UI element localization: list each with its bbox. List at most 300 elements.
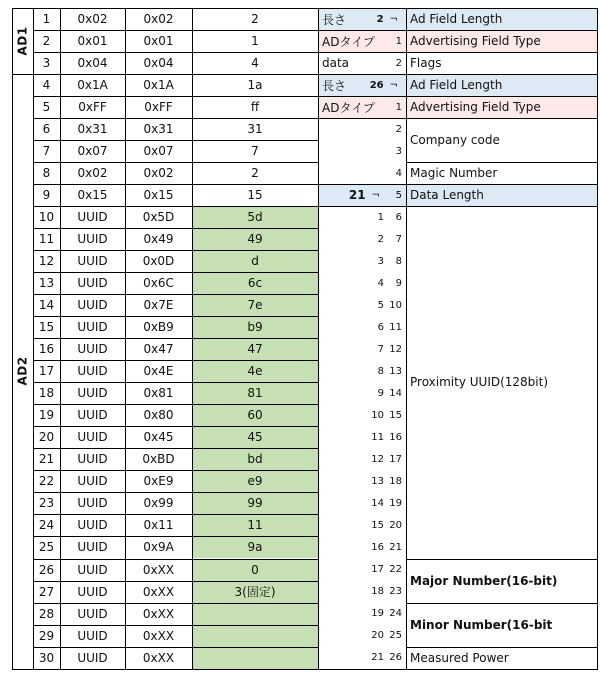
note-cell: [318, 426, 406, 448]
decoded-value-cell: 3(固定): [192, 581, 318, 603]
raw-value-cell: UUID: [77, 254, 108, 269]
note-cell: [318, 118, 406, 140]
hex-value-cell: 0x31: [143, 122, 174, 137]
row-number: 16: [38, 342, 55, 357]
raw-value-cell: UUID: [77, 474, 108, 489]
grid-hline: [33, 228, 318, 229]
note-counters: [332, 476, 402, 487]
grid-hline: [406, 603, 598, 604]
row-number: 3: [42, 56, 51, 71]
grid-hline: [33, 206, 318, 207]
byte-offset: 1: [395, 35, 402, 47]
note-counters: [332, 432, 402, 443]
byte-offset: 6: [395, 211, 402, 223]
decoded-value-cell: ff: [250, 100, 260, 115]
field-description: Advertising Field Type: [406, 96, 597, 118]
hex-value-cell: 0xBD: [142, 452, 175, 467]
byte-offset: 17: [389, 453, 402, 465]
raw-value-cell: 0x1A: [77, 78, 108, 93]
byte-offset: 10: [389, 299, 402, 311]
byte-offset: 2: [395, 123, 402, 135]
corner-mark-icon: ¬: [371, 189, 380, 201]
grid-hline: [33, 581, 318, 582]
uuid-byte-index: 21: [371, 652, 384, 664]
hex-value-cell: 0x6C: [143, 276, 174, 291]
note-counters: [332, 344, 402, 355]
group-label-cell: [12, 74, 33, 669]
grid-hline: [12, 74, 34, 75]
note-counters: [377, 14, 402, 25]
byte-offset: 15: [389, 409, 402, 421]
decoded-value-cell: b9: [192, 316, 318, 338]
grid-hline: [33, 625, 318, 626]
hex-value-cell: 0x7E: [143, 298, 174, 313]
row-number: 17: [38, 364, 55, 379]
grid-hline: [318, 30, 406, 31]
note-cell: [318, 338, 406, 360]
grid-hline: [33, 559, 318, 560]
note-counters: [384, 168, 402, 179]
grid-hline: [318, 8, 406, 9]
byte-offset: 22: [389, 564, 402, 575]
hex-value-cell: 0x9A: [143, 540, 174, 555]
decoded-value-cell: 4e: [192, 360, 318, 382]
field-description: Measured Power: [410, 650, 509, 665]
byte-offset: 18: [389, 475, 402, 487]
hex-value-cell: 0xXX: [142, 650, 175, 665]
note-cell: [318, 404, 406, 426]
group-label-cell: [12, 8, 33, 74]
note-cell: [318, 492, 406, 514]
group-label: AD2: [15, 356, 30, 386]
grid-hline: [33, 316, 318, 317]
raw-value-cell: UUID: [77, 628, 108, 643]
row-number: 29: [38, 628, 55, 643]
row-number: 1: [42, 12, 51, 26]
note-counters: [332, 542, 402, 553]
grid-hline: [33, 647, 318, 648]
note-cell: [318, 8, 406, 30]
corner-mark-icon: ¬: [389, 79, 398, 91]
grid-hline: [406, 118, 598, 119]
grid-vline: [597, 8, 598, 670]
raw-value-cell: UUID: [77, 342, 108, 357]
hex-value-cell: 0x47: [143, 342, 174, 357]
note-cell: [318, 536, 406, 558]
decoded-value-cell: 2: [251, 166, 259, 181]
decoded-value-cell: 9a: [192, 536, 318, 558]
uuid-byte-index: 9: [377, 387, 384, 399]
note-counters: [332, 410, 402, 421]
byte-offset: 16: [389, 431, 402, 443]
grid-hline: [406, 30, 598, 31]
field-description: Ad Field Length: [406, 74, 597, 96]
decoded-value-cell: 49: [192, 228, 318, 250]
note-label: ADタイプ: [322, 34, 375, 49]
note-counters: [332, 520, 402, 531]
decoded-value-cell: 7: [251, 144, 259, 159]
hex-value-cell: 0x02: [143, 12, 174, 26]
note-cell: [318, 74, 406, 96]
note-counters: [370, 80, 402, 91]
note-cell: [318, 625, 406, 647]
uuid-byte-index: 17: [371, 564, 384, 575]
field-description: Ad Field Length: [406, 8, 597, 30]
uuid-byte-index: 12: [371, 453, 384, 465]
uuid-byte-index: 5: [377, 299, 384, 311]
uuid-byte-index: 20: [371, 630, 384, 642]
note-counters: [332, 652, 402, 663]
note-counters: [384, 58, 402, 69]
grid-hline: [318, 118, 406, 119]
note-cell: [318, 470, 406, 492]
hex-value-cell: 0x99: [143, 496, 174, 511]
grid-hline: [33, 536, 318, 537]
note-cell: [318, 448, 406, 470]
field-description: Data Length: [406, 184, 597, 206]
note-cell: [318, 272, 406, 294]
grid-hline: [33, 96, 318, 97]
note-label: 長さ: [322, 12, 347, 27]
grid-vline: [12, 8, 13, 670]
note-counters: [332, 212, 402, 223]
note-counters: [332, 322, 402, 333]
row-number: 6: [42, 122, 51, 137]
row-number: 21: [38, 452, 55, 467]
note-cell: [318, 250, 406, 272]
byte-offset: 13: [389, 365, 402, 377]
row-number: 18: [38, 386, 55, 401]
raw-value-cell: UUID: [77, 210, 108, 225]
raw-value-cell: 0x01: [77, 34, 108, 49]
uuid-byte-index: 1: [377, 211, 384, 223]
row-number: 30: [38, 650, 55, 665]
uuid-byte-index: 6: [377, 321, 384, 333]
byte-offset: 26: [389, 652, 402, 664]
raw-value-cell: UUID: [77, 452, 108, 467]
raw-value-cell: UUID: [77, 518, 108, 533]
grid-hline: [33, 184, 318, 185]
uuid-byte-index: 15: [371, 519, 384, 531]
raw-value-cell: UUID: [77, 606, 108, 621]
uuid-byte-index: 4: [377, 277, 384, 289]
grid-hline: [33, 426, 318, 427]
note-cell: [318, 603, 406, 625]
grid-hline: [33, 74, 318, 75]
byte-offset: 25: [389, 630, 402, 642]
grid-hline: [318, 184, 406, 185]
grid-hline: [318, 669, 406, 670]
note-label: ADタイプ: [322, 100, 375, 115]
note-cell: [318, 581, 406, 603]
hex-value-cell: 0x1A: [143, 78, 174, 93]
note-counters: [349, 188, 402, 202]
grid-hline: [33, 382, 318, 383]
note-counters: [384, 124, 402, 135]
decoded-value-cell: 4: [251, 56, 259, 71]
note-cell: [318, 294, 406, 316]
grid-hline: [406, 96, 598, 97]
hex-value-cell: 0xXX: [142, 562, 175, 577]
raw-value-cell: 0x07: [77, 144, 108, 159]
byte-offset: 1: [395, 101, 402, 113]
uuid-byte-index: 18: [371, 586, 384, 598]
byte-offset: 9: [395, 277, 402, 289]
grid-hline: [33, 118, 318, 119]
length-value: 21: [348, 188, 366, 203]
grid-hline: [406, 559, 598, 560]
note-counters: [332, 498, 402, 509]
grid-vline: [318, 8, 319, 670]
note-cell: [318, 514, 406, 536]
uuid-byte-index: 7: [377, 343, 384, 355]
uuid-byte-index: 14: [371, 497, 384, 509]
grid-hline: [33, 272, 318, 273]
byte-offset: 2: [395, 57, 402, 69]
note-counters: [332, 366, 402, 377]
decoded-value-cell: 15: [247, 188, 263, 203]
note-cell: [318, 360, 406, 382]
note-cell: [318, 228, 406, 250]
grid-hline: [33, 52, 318, 53]
note-cell: [318, 30, 406, 52]
decoded-value-cell: e9: [192, 470, 318, 492]
uuid-byte-index: 3: [377, 255, 384, 267]
hex-value-cell: 0xXX: [142, 606, 175, 621]
raw-value-cell: UUID: [77, 650, 108, 665]
row-number: 22: [38, 474, 55, 489]
note-cell: [318, 96, 406, 118]
decoded-value-cell: 47: [192, 338, 318, 360]
grid-hline: [406, 647, 598, 648]
hex-value-cell: 0xE9: [143, 474, 174, 489]
grid-hline: [33, 338, 318, 339]
note-counters: [332, 256, 402, 267]
grid-hline: [33, 294, 318, 295]
note-cell: [318, 140, 406, 162]
raw-value-cell: 0x02: [77, 166, 108, 181]
decoded-value-cell: 2: [251, 12, 259, 26]
grid-hline: [33, 448, 318, 449]
row-number: 27: [38, 584, 55, 599]
hex-value-cell: 0x01: [143, 34, 174, 49]
hex-value-cell: 0x5D: [142, 210, 175, 225]
byte-offset: 24: [389, 608, 402, 620]
row-number: 8: [42, 166, 51, 181]
grid-hline: [406, 184, 598, 185]
raw-value-cell: UUID: [77, 298, 108, 313]
decoded-value-cell: 60: [192, 404, 318, 426]
row-number: 4: [42, 78, 51, 93]
hex-value-cell: 0xXX: [142, 584, 175, 599]
note-counters: [384, 146, 402, 157]
row-number: 19: [38, 408, 55, 423]
row-number: 28: [38, 606, 55, 621]
byte-offset: 4: [395, 167, 402, 179]
row-number: 14: [38, 298, 55, 313]
row-number: 10: [38, 210, 55, 225]
byte-offset: 3: [395, 145, 402, 157]
hex-value-cell: 0x02: [143, 166, 174, 181]
raw-value-cell: UUID: [77, 430, 108, 445]
decoded-value-cell: 6c: [192, 272, 318, 294]
grid-hline: [318, 206, 406, 207]
grid-hline: [33, 140, 318, 141]
raw-value-cell: 0x02: [77, 12, 108, 26]
uuid-byte-index: 8: [377, 365, 384, 377]
note-label: 長さ: [322, 78, 347, 93]
decoded-value-cell: 1a: [247, 78, 263, 93]
byte-offset: 23: [389, 586, 402, 598]
grid-hline: [318, 52, 406, 53]
note-cell: [318, 206, 406, 228]
field-description-merged: Major Number(16-bit): [410, 573, 558, 588]
note-cell: [318, 559, 406, 581]
raw-value-cell: UUID: [77, 276, 108, 291]
raw-value-cell: UUID: [77, 408, 108, 423]
grid-hline: [406, 162, 598, 163]
note-cell: [318, 382, 406, 404]
decoded-value-cell: [192, 625, 318, 647]
hex-value-cell: 0x49: [143, 232, 174, 247]
note-counters: [332, 630, 402, 641]
decoded-value-cell: 7e: [192, 294, 318, 316]
uuid-byte-index: 11: [371, 431, 384, 443]
note-cell: [318, 52, 406, 74]
length-value: 26: [369, 79, 384, 91]
decoded-value-cell: 99: [192, 492, 318, 514]
decoded-value-cell: 11: [192, 514, 318, 536]
hex-value-cell: 0x07: [143, 144, 174, 159]
note-counters: [332, 586, 402, 597]
hex-value-cell: 0x45: [143, 430, 174, 445]
note-cell: [318, 184, 406, 206]
field-description: Advertising Field Type: [406, 30, 597, 52]
byte-offset: 19: [389, 497, 402, 509]
grid-hline: [318, 96, 406, 97]
byte-offset: 20: [389, 519, 402, 531]
hex-value-cell: 0x81: [143, 386, 174, 401]
decoded-value-cell: 45: [192, 426, 318, 448]
decoded-value-cell: [192, 647, 318, 669]
note-cell: [318, 162, 406, 184]
length-value: 2: [376, 13, 384, 25]
field-description-merged: Proximity UUID(128bit): [410, 375, 549, 390]
raw-value-cell: 0x15: [77, 188, 108, 203]
grid-hline: [33, 514, 318, 515]
hex-value-cell: 0x80: [143, 408, 174, 423]
row-number: 5: [42, 100, 51, 115]
row-number: 23: [38, 496, 55, 511]
grid-hline: [406, 669, 598, 670]
hex-value-cell: 0x0D: [142, 254, 175, 269]
raw-value-cell: 0xFF: [78, 100, 107, 115]
grid-hline: [406, 52, 598, 53]
grid-hline: [33, 360, 318, 361]
raw-value-cell: UUID: [77, 584, 108, 599]
row-number: 9: [42, 188, 51, 203]
grid-hline: [33, 162, 318, 163]
note-counters: [332, 278, 402, 289]
byte-offset: 12: [389, 343, 402, 355]
decoded-value-cell: 0: [192, 559, 318, 581]
row-number: 26: [38, 562, 55, 577]
row-number: 2: [42, 34, 51, 49]
hex-value-cell: 0xFF: [144, 100, 173, 115]
decoded-value-cell: 5d: [192, 206, 318, 228]
grid-hline: [406, 74, 598, 75]
grid-hline: [12, 669, 34, 670]
grid-hline: [33, 470, 318, 471]
raw-value-cell: UUID: [77, 562, 108, 577]
hex-value-cell: 0x11: [143, 518, 174, 533]
row-number: 25: [38, 540, 55, 555]
uuid-byte-index: 16: [371, 541, 384, 553]
note-cell: [318, 647, 406, 669]
grid-hline: [318, 74, 406, 75]
note-counters: [332, 608, 402, 619]
grid-hline: [33, 30, 318, 31]
byte-offset: 5: [395, 189, 402, 201]
hex-value-cell: 0xB9: [143, 320, 174, 335]
field-description-merged: Company code: [410, 133, 500, 148]
field-description-merged: Minor Number(16-bit: [410, 617, 553, 632]
grid-hline: [33, 669, 318, 670]
note-counters: [332, 454, 402, 465]
hex-value-cell: 0x4E: [143, 364, 174, 379]
grid-hline: [33, 603, 318, 604]
group-label: AD1: [15, 26, 30, 56]
field-description: Magic Number: [410, 166, 498, 181]
grid-hline: [406, 8, 598, 9]
corner-mark-icon: ¬: [389, 13, 398, 25]
byte-offset: 14: [389, 387, 402, 399]
row-number: 24: [38, 518, 55, 533]
uuid-byte-index: 13: [371, 475, 384, 487]
row-number: 11: [38, 232, 55, 247]
grid-hline: [33, 404, 318, 405]
row-number: 15: [38, 320, 55, 335]
grid-hline: [12, 8, 34, 9]
note-counters: [332, 234, 402, 245]
grid-hline: [33, 8, 318, 9]
field-description: Flags: [410, 56, 442, 71]
note-counters: [384, 102, 402, 113]
note-cell: [318, 316, 406, 338]
decoded-value-cell: d: [192, 250, 318, 272]
hex-value-cell: 0x15: [143, 188, 174, 203]
note-counters: [332, 300, 402, 311]
uuid-byte-index: 2: [377, 233, 384, 245]
note-label: data: [322, 56, 350, 71]
decoded-value-cell: bd: [192, 448, 318, 470]
row-number: 20: [38, 430, 55, 445]
uuid-byte-index: 19: [371, 608, 384, 620]
row-number: 12: [38, 254, 55, 269]
decoded-value-cell: 31: [247, 122, 263, 137]
grid-vline: [406, 8, 407, 670]
raw-value-cell: UUID: [77, 364, 108, 379]
raw-value-cell: 0x04: [77, 56, 108, 71]
note-counters: [332, 564, 402, 575]
raw-value-cell: UUID: [77, 540, 108, 555]
decoded-value-cell: 81: [192, 382, 318, 404]
byte-offset: 21: [389, 541, 402, 553]
row-number: 13: [38, 276, 55, 291]
byte-offset: 7: [395, 233, 402, 245]
byte-offset: 11: [389, 321, 402, 333]
raw-value-cell: UUID: [77, 386, 108, 401]
